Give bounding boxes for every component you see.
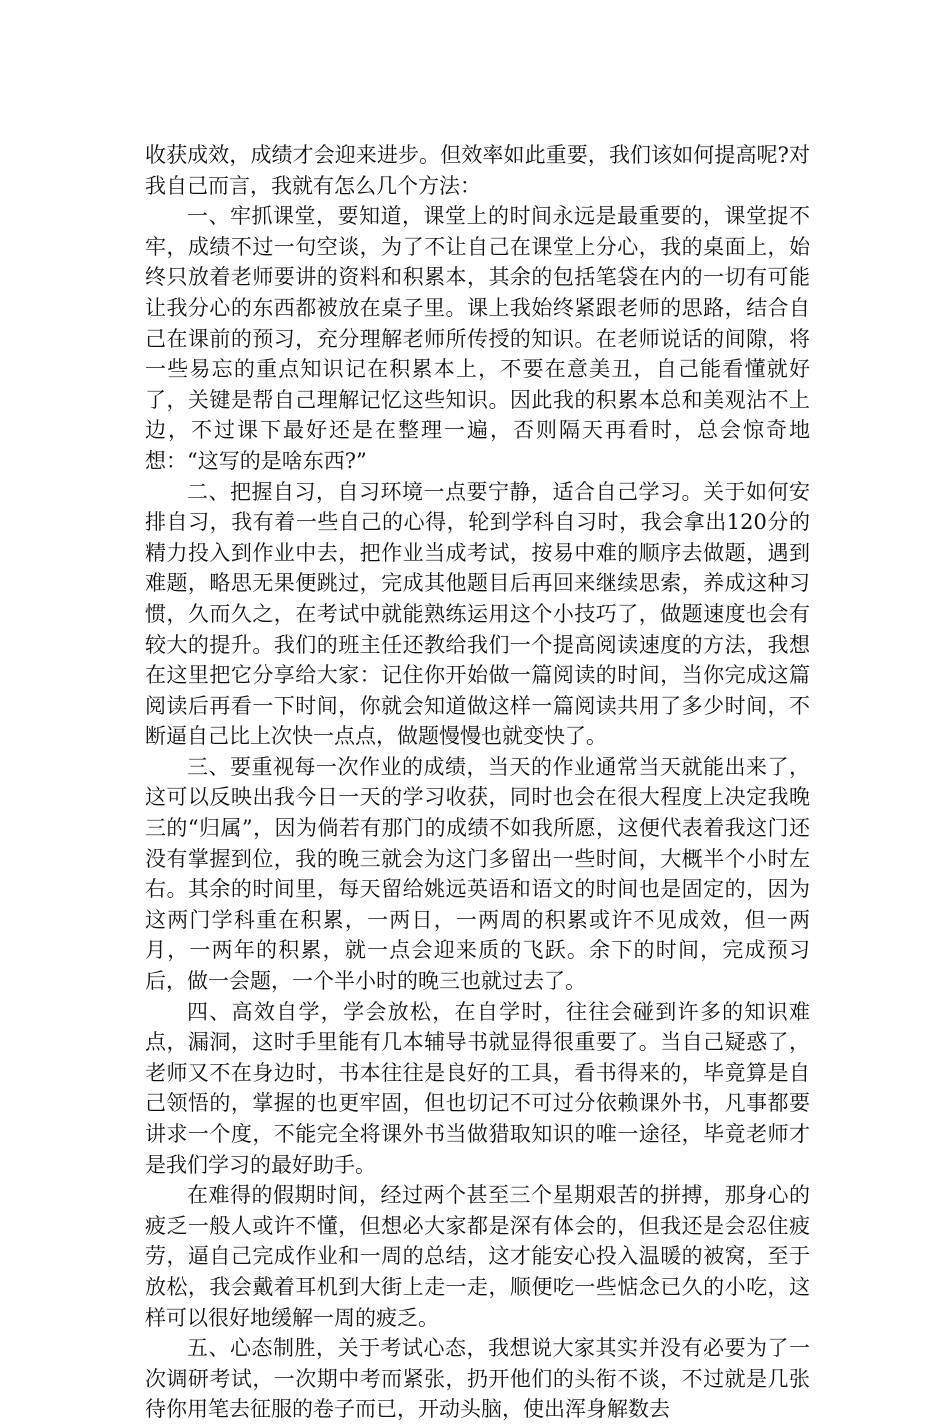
paragraph-point-2: 二、把握自习，自习环境一点要宁静，适合自己学习。关于如何安排自习，我有着一些自己的心得，轮到学科自习时，我会拿出120分的精力投入到作业中去，把作业当成考试，按易中难的顺序去做题，遇到难题，略思无果便跳过，完成其他题目后再回来继续思索，养成这种习惯，久而久之，在考试中就能熟练运用这个小技巧了，做题速度也会有较大的提升。我们的班主任还教给我们一个提高阅读速度的方法，我想在这里把它分享给大家：记住你开始做一篇阅读的时间，当你完成这篇阅读后再看一下时间，你就会知道做这样一篇阅读共用了多少时间，不断逼自己比上次快一点点，做题慢慢也就变快了。 (145, 479, 810, 749)
paragraph-point-3: 三、要重视每一次作业的成绩，当天的作业通常当天就能出来了，这可以反映出我今日一天的学习收获，同时也会在很大程度上决定我晚三的“归属”，因为倘若有那门的成绩不如我所愿，这便代表着我这门还没有掌握到位，我的晚三就会为这门多留出一些时间，大概半个小时左右。其余的时间里，每天留给姚远英语和语文的时间也是固定的，因为这两门学科重在积累，一两日，一两周的积累或许不见成效，但一两月，一两年的积累，就一点会迎来质的飞跃。余下的时间，完成预习后，做一会题，一个半小时的晚三也就过去了。 (145, 754, 810, 994)
paragraph-point-1: 一、牢抓课堂，要知道，课堂上的时间永远是最重要的，课堂捉不牢，成绩不过一句空谈，为了不让自己在课堂上分心，我的桌面上，始终只放着老师要讲的资料和积累本，其余的包括笔袋在内的一切有可能让我分心的东西都被放在桌子里。课上我始终紧跟老师的思路，结合自己在课前的预习，充分理解老师所传授的知识。在老师说话的间隙，将一些易忘的重点知识记在积累本上，不要在意美丑，自己能看懂就好了，关键是帮自己理解记忆这些知识。因此我的积累本总和美观沾不上边，不过课下最好还是在整理一遍，否则隔天再看时，总会惊奇地想：“这写的是啥东西?” (145, 204, 810, 473)
document-page (145, 140, 810, 1425)
paragraph-point-4: 四、高效自学，学会放松，在自学时，往往会碰到许多的知识难点，漏洞，这时手里能有几本辅导书就显得很重要了。当自己疑惑了，老师又不在身边时，书本往往是良好的工具，看书得来的，毕竟算是自己领悟的，掌握的也更牢固，但也切记不可过分依赖课外书，凡事都要讲求一个度，不能完全将课外书当做猎取知识的唯一途径，毕竟老师才是我们学习的最好助手。 (145, 999, 810, 1177)
paragraph-point-5: 五、心态制胜，关于考试心态，我想说大家其实并没有必要为了一次调研考试，一次期中考而紧张，扔开他们的头衔不谈，不过就是几张待你用笔去征服的卷子而已，开动头脑，使出浑身解数去 (145, 1336, 810, 1422)
paragraph-intro: 收获成效，成绩才会迎来进步。但效率如此重要，我们该如何提高呢?对我自己而言，我就有怎么几个方法： (145, 143, 810, 198)
paragraph-holiday: 在难得的假期时间，经过两个甚至三个星期艰苦的拼搏，那身心的疲乏一般人或许不懂，但想必大家都是深有体会的，但我还是会忍住疲劳，逼自己完成作业和一周的总结，这才能安心投入温暖的被窝，至于放松，我会戴着耳机到大街上走一走，顺便吃一些惦念已久的小吃，这样可以很好地缓解一周的疲乏。 (145, 1183, 810, 1330)
